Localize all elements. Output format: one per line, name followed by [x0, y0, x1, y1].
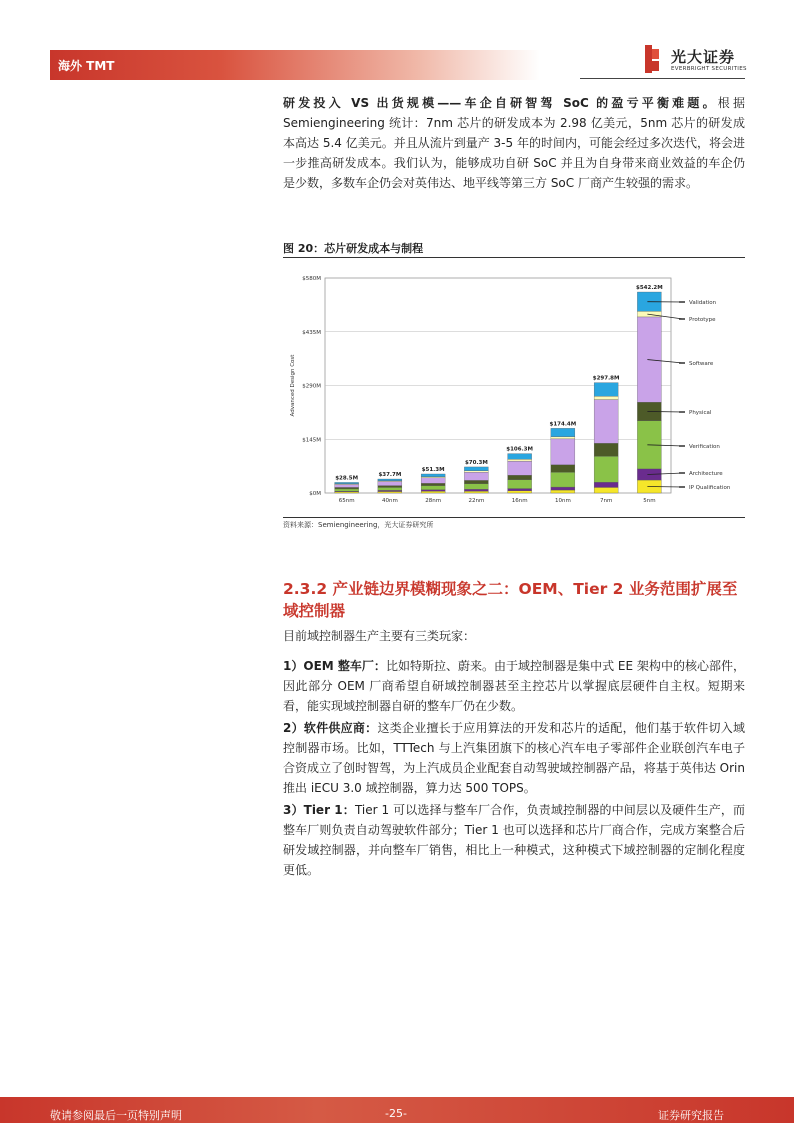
footer-disclaimer: 敬请参阅最后一页特别声明 [50, 1109, 182, 1122]
intro-text: 根据 Semiengineering 统计：7nm 芯片的研发成本为 2.98 亿美元，5nm 芯片的研发成本高达 5.4 亿美元。并且从流片到量产 3-5 年的时间内，可能会经过多次迭代，将会进一步推高研发成本。我们认为，能够成功自研 SoC 并且为自身带来商业效益的车企仍是少数，多数车企仍会对英伟达、地平线等第三方 SoC 厂商产生较强的需求。 [283, 96, 745, 190]
bar-total-label: $297.8M [592, 375, 620, 382]
figure-bottom-rule [283, 517, 745, 518]
bar-segment [551, 465, 575, 472]
bar-segment [551, 437, 575, 439]
bar-total-label: $70.3M [464, 459, 488, 466]
x-tick-label: 65nm [338, 498, 355, 504]
figure-title: 图 20：芯片研发成本与制程 [283, 242, 424, 255]
y-tick-label: $0M [309, 491, 321, 497]
logo-subtitle: EVERBRIGHT SECURITIES [671, 66, 747, 72]
legend-label: Physical [689, 410, 712, 416]
bar-segment [335, 487, 359, 488]
player-item-tier1 [283, 800, 745, 880]
figure-top-rule [283, 257, 745, 258]
bar-segment [378, 492, 402, 493]
x-tick-label: 7nm [599, 498, 613, 504]
player-label: 1）OEM 整车厂： [283, 659, 386, 673]
bar-segment [378, 490, 402, 491]
bar-segment [508, 475, 532, 479]
bar-segment [421, 483, 445, 485]
bar-segment [508, 491, 532, 493]
players-intro: 目前域控制器生产主要有三类玩家： [283, 629, 476, 643]
bar-segment [551, 439, 575, 465]
header-bar [50, 50, 540, 80]
header-divider [580, 78, 745, 79]
player-item-oem [283, 656, 745, 716]
bar-segment [464, 489, 488, 491]
footer-report-type: 证券研究报告 [658, 1109, 724, 1122]
bar-segment [421, 477, 445, 478]
bar-segment [551, 487, 575, 490]
y-tick-label: $580M [302, 276, 321, 282]
bar-segment [594, 456, 618, 482]
x-tick-label: 28nm [425, 498, 442, 504]
y-tick-label: $290M [302, 383, 321, 390]
x-tick-label: 10nm [554, 498, 571, 504]
bar-segment [464, 467, 488, 471]
page-number: -25- [385, 1107, 407, 1120]
bar-segment [378, 486, 402, 488]
bar-segment [594, 487, 618, 493]
bar-segment [508, 480, 532, 489]
bar-segment [594, 482, 618, 487]
bar-segment [594, 383, 618, 397]
legend-label: Verification [689, 444, 720, 450]
player-item-software [283, 718, 745, 798]
bar-total-label: $51.3M [421, 466, 445, 473]
bar-segment [464, 472, 488, 480]
y-axis-label: Advanced Design Cost [290, 354, 296, 417]
bar-segment [594, 400, 618, 444]
bar-segment [378, 487, 402, 490]
y-tick-label: $145M [302, 437, 321, 444]
legend-label: Architecture [689, 471, 723, 477]
x-tick-label: 5nm [643, 498, 656, 504]
bar-segment [335, 482, 359, 483]
bar-segment [594, 443, 618, 456]
bar-segment [464, 471, 488, 472]
bar-segment [421, 474, 445, 477]
bar-segment [508, 461, 532, 475]
bar-total-label: $174.4M [549, 421, 577, 428]
x-tick-label: 40nm [381, 498, 398, 504]
bar-total-label: $106.3M [506, 446, 533, 453]
bar-segment [464, 491, 488, 493]
bar-segment [421, 486, 445, 490]
bar-segment [464, 484, 488, 490]
legend-leader [647, 411, 683, 412]
bar-segment [378, 479, 402, 481]
player-text: 这类企业擅长于应用算法的开发和芯片的适配，他们基于软件切入域控制器市场。比如，TTTech 与上汽集团旗下的核心汽车电子零部件企业联创汽车电子合资成立了创时智驾，为上汽成员企业配套自动驾驶域控制器产品，将基于英伟达 Orin 推出 iECU 3.0 域控制器，算力达 500 TOPS。 [283, 721, 745, 795]
bar-segment [421, 490, 445, 491]
bar-segment [594, 396, 618, 399]
bar-segment [551, 472, 575, 487]
intro-bold: 研发投入 VS 出货规模——车企自研智驾 SoC 的盈亏平衡难题。 [283, 96, 718, 110]
x-tick-label: 16nm [511, 498, 528, 504]
bar-segment [421, 478, 445, 484]
bar-total-label: $542.2M [636, 285, 663, 292]
figure-source: 资料来源：Semiengineering，光大证券研究所 [283, 521, 434, 529]
player-label: 3）Tier 1： [283, 803, 355, 817]
bar-total-label: $28.5M [335, 475, 359, 482]
bar-total-label: $37.7M [378, 472, 402, 479]
section-label: 海外 TMT [58, 59, 115, 73]
bar-segment [378, 482, 402, 486]
logo-mark-icon [645, 45, 659, 73]
y-tick-label: $435M [302, 329, 321, 336]
bar-segment [508, 489, 532, 491]
bar-segment [464, 480, 488, 483]
logo-name: 光大证券 [671, 48, 736, 66]
section-title: 2.3.2 产业链边界模糊现象之二：OEM、Tier 2 业务范围扩展至域控制器 [283, 580, 738, 620]
player-text: 比如特斯拉、蔚来。由于域控制器是集中式 EE 架构中的核心部件，因此部分 OEM 厂商希望自研域控制器甚至主控芯片以掌握底层硬件自主权。短期来看，能实现域控制器自研的整车厂仍在少数。 [283, 659, 745, 713]
bar-segment [335, 492, 359, 493]
bar-segment [508, 454, 532, 460]
intro-paragraph [283, 93, 745, 193]
bar-segment [335, 489, 359, 491]
legend-label: Validation [689, 300, 717, 306]
legend-label: Prototype [689, 317, 716, 323]
bar-segment [508, 459, 532, 461]
player-label: 2）软件供应商： [283, 721, 378, 735]
player-text: Tier 1 可以选择与整车厂合作，负责域控制器的中间层以及硬件生产，而整车厂则负责自动驾驶软件部分；Tier 1 也可以选择和芯片厂商合作，完成方案整合后研发域控制器，并向整车厂销售，相比上一种模式，这种模式下域控制器的定制化程度更低。 [283, 803, 745, 877]
legend-label: IP Qualification [689, 485, 731, 491]
legend-label: Software [689, 361, 714, 367]
bar-segment [551, 428, 575, 436]
brand-logo [645, 45, 755, 77]
bar-segment [421, 491, 445, 493]
bar-segment [551, 490, 575, 493]
design-cost-chart [283, 262, 745, 514]
bar-segment [335, 484, 359, 487]
x-tick-label: 22nm [468, 498, 485, 504]
